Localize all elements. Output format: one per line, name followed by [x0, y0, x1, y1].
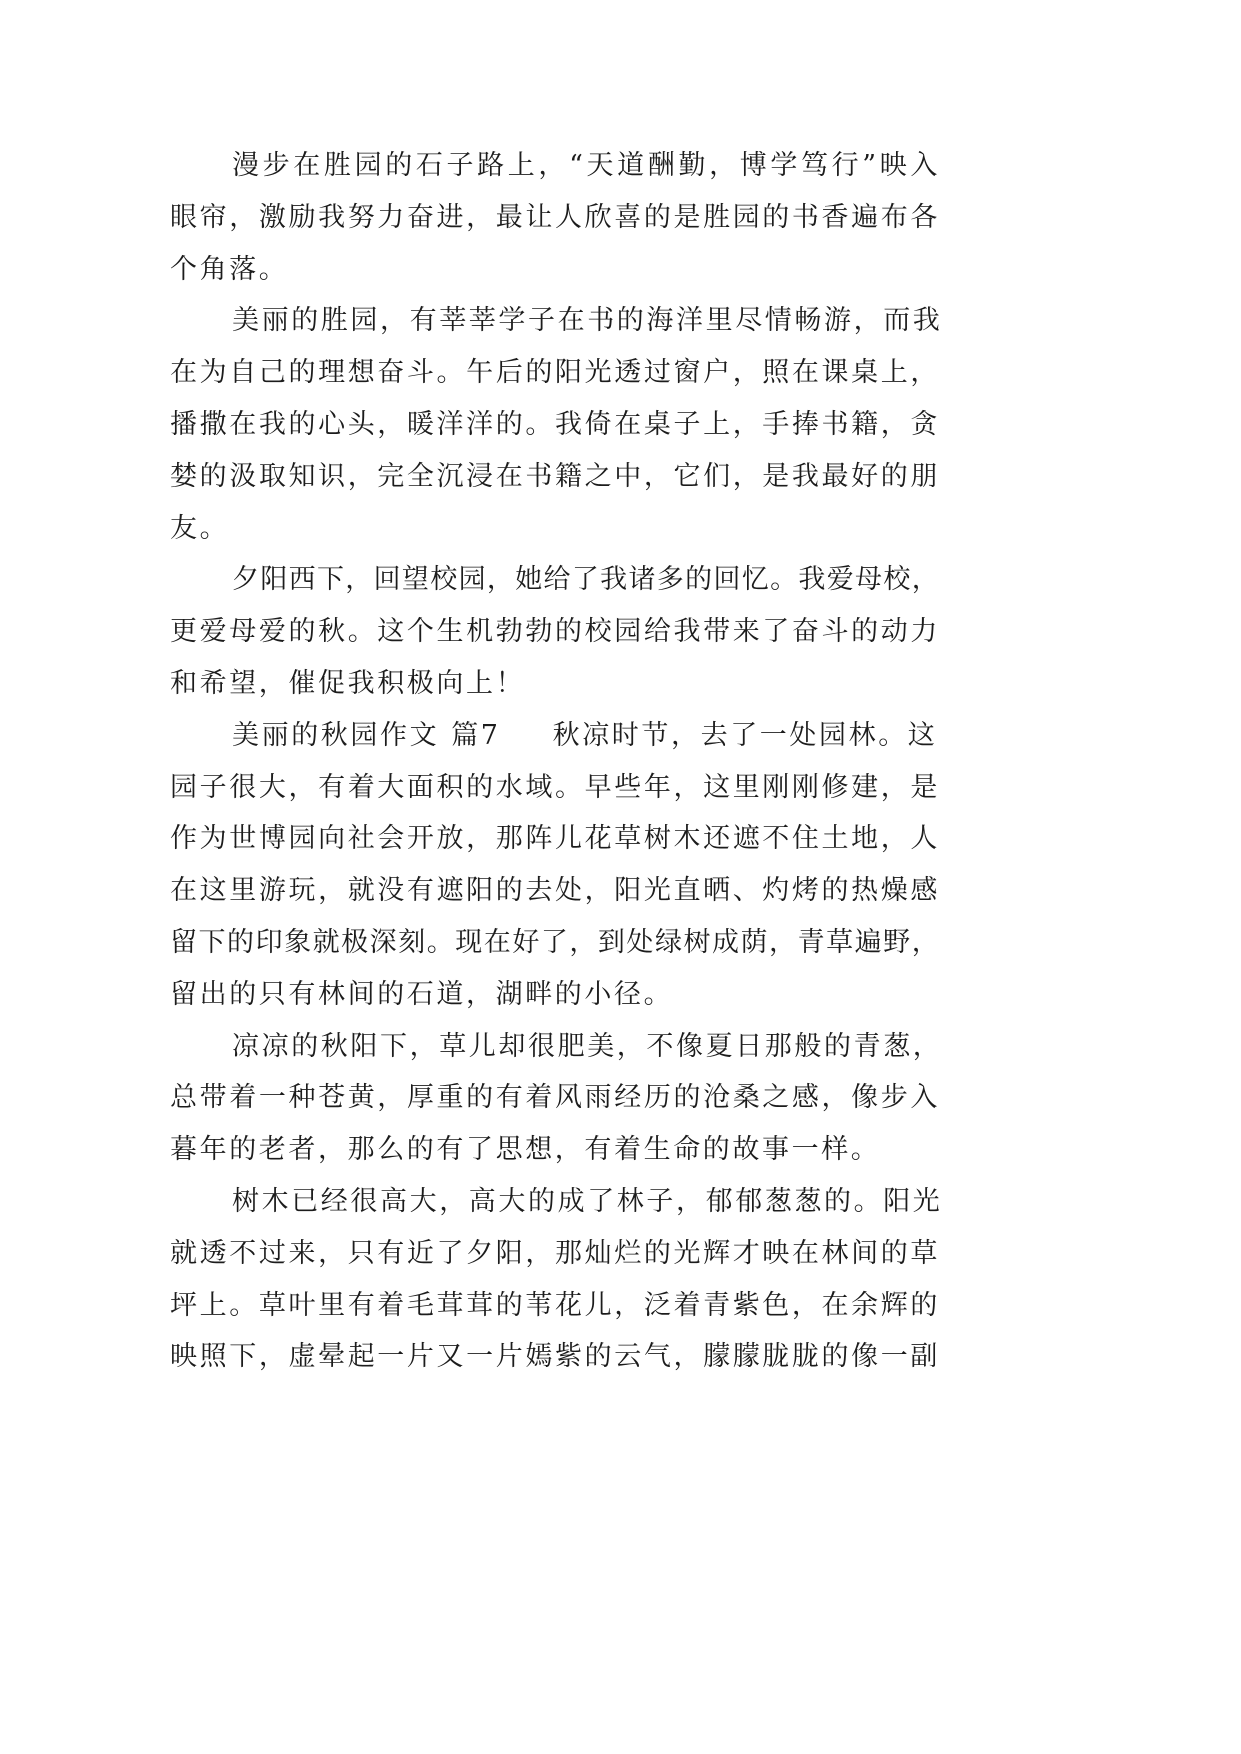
text-line: 美丽的胜园，有莘莘学子在书的海洋里尽情畅游，而我 — [232, 305, 943, 337]
text-line: 留出的只有林间的石道，湖畔的小径。 — [170, 978, 674, 1010]
text-line: 夕阳西下，回望校园，她给了我诸多的回忆。我爱母校， — [232, 564, 940, 596]
text-line: 凉凉的秋阳下，草儿却很肥美，不像夏日那般的青葱， — [232, 1030, 943, 1062]
section-heading-line — [170, 710, 940, 762]
text-line: 园子很大，有着大面积的水域。早些年，这里刚刚修建，是 — [170, 771, 940, 803]
essay-title: 美丽的秋园作文 — [232, 719, 440, 751]
text-line: 婪的汲取知识，完全沉浸在书籍之中，它们，是我最好的朋 — [170, 460, 940, 492]
text-line: 漫步在胜园的石子路上，“天道酬勤，博学笃行”映入 — [232, 150, 940, 181]
text-line: 在为自己的理想奋斗。午后的阳光透过窗户，照在课桌上， — [170, 357, 940, 389]
paragraph — [0, 1176, 1241, 1383]
text-line: 映照下，虚晕起一片又一片嫣紫的云气，朦朦胧胧的像一副 — [170, 1341, 940, 1373]
paragraph — [0, 140, 1241, 295]
text-line: 留下的印象就极深刻。现在好了，到处绿树成荫，青草遍野， — [170, 926, 940, 958]
text-line: 总带着一种苍黄，厚重的有着风雨经历的沧桑之感，像步入 — [170, 1082, 940, 1114]
text-line: 坪上。草叶里有着毛茸茸的苇花儿，泛着青紫色，在余辉的 — [170, 1289, 940, 1321]
text-line: 在这里游玩，就没有遮阳的去处，阳光直晒、灼烤的热燥感 — [170, 875, 940, 907]
text-line: 就透不过来，只有近了夕阳，那灿烂的光辉才映在林间的草 — [170, 1237, 940, 1269]
paragraph — [0, 295, 1241, 554]
text-line: 树木已经很高大，高大的成了林子，郁郁葱葱的。阳光 — [232, 1185, 943, 1217]
text-line: 更爱母爱的秋。这个生机勃勃的校园给我带来了奋斗的动力 — [170, 616, 940, 648]
text-line: 个角落。 — [170, 253, 289, 285]
paragraph — [0, 710, 1241, 1021]
text-run: 秋凉时节，去了一处园林。这 — [552, 719, 938, 751]
text-line: 作为世博园向社会开放，那阵儿花草树木还遮不住土地，人 — [170, 823, 940, 855]
paragraph — [0, 554, 1241, 709]
text-line: 暮年的老者，那么的有了思想，有着生命的故事一样。 — [170, 1134, 881, 1166]
text-line: 眼帘，激励我努力奋进，最让人欣喜的是胜园的书香遍布各 — [170, 201, 940, 233]
essay-number: 篇7 — [451, 719, 501, 751]
text-line: 友。 — [170, 512, 230, 544]
text-line: 播撒在我的心头，暖洋洋的。我倚在桌子上，手捧书籍，贪 — [170, 408, 940, 440]
text-line: 和希望，催促我积极向上！ — [170, 667, 526, 699]
paragraph — [0, 1021, 1241, 1176]
